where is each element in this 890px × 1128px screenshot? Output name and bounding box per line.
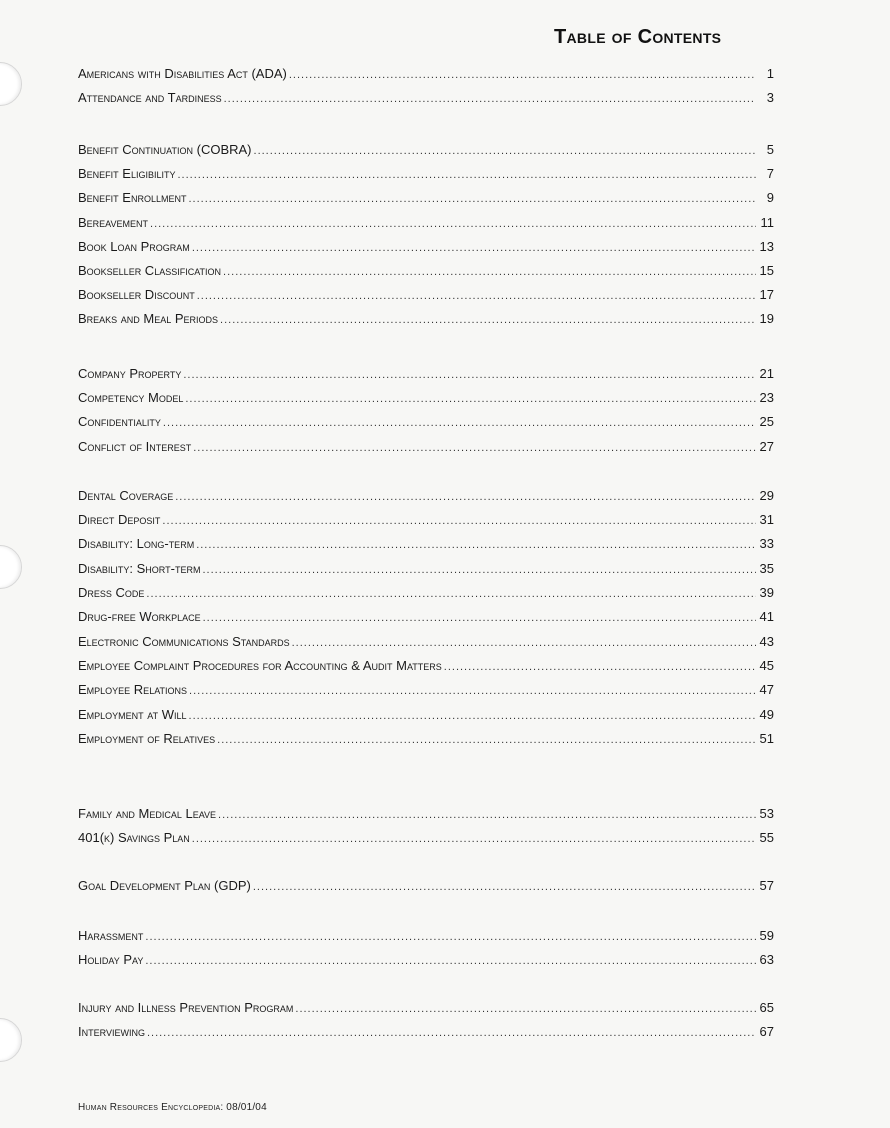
toc-group xyxy=(78,66,774,114)
dot-leader xyxy=(218,809,756,821)
toc-group xyxy=(78,928,774,976)
toc-entry-title: Competency Model xyxy=(78,390,184,406)
toc-entry-title: Dress Code xyxy=(78,584,145,600)
dot-leader xyxy=(217,734,756,746)
toc-group xyxy=(78,1000,774,1048)
toc-entry[interactable] xyxy=(78,512,774,536)
dot-leader xyxy=(150,218,756,230)
toc-entry[interactable] xyxy=(78,311,774,335)
toc-group xyxy=(78,634,774,755)
toc-entry[interactable] xyxy=(78,1024,774,1048)
toc-page-number: 41 xyxy=(759,608,774,624)
toc-group xyxy=(78,806,774,854)
toc-entry-title: Injury and Illness Prevention Program xyxy=(78,1000,294,1015)
toc-entry-title: Bookseller Discount xyxy=(78,287,195,303)
dot-leader xyxy=(183,369,756,381)
toc-page-number: 1 xyxy=(766,66,774,81)
page-title: Table of Contents xyxy=(554,26,722,48)
toc-page-number: 27 xyxy=(759,438,774,454)
toc-entry[interactable] xyxy=(78,731,774,755)
dot-leader xyxy=(220,314,756,326)
toc-entry-title: Book Loan Program xyxy=(78,238,190,254)
dot-leader xyxy=(224,93,756,105)
toc-entry-title: Bookseller Classification xyxy=(78,262,222,278)
dot-leader xyxy=(203,612,756,624)
toc-entry[interactable] xyxy=(78,536,774,560)
dot-leader xyxy=(189,685,756,697)
toc-page-number: 65 xyxy=(759,1000,774,1015)
toc-page-number: 49 xyxy=(759,706,774,722)
toc-entry[interactable] xyxy=(78,263,774,287)
toc-entry[interactable] xyxy=(78,366,774,390)
toc-entry-title: Interviewing xyxy=(78,1024,145,1040)
dot-leader xyxy=(162,515,756,527)
dot-leader xyxy=(185,393,756,405)
toc-entry-title: Direct Deposit xyxy=(78,512,161,528)
toc-entry[interactable] xyxy=(78,806,774,830)
page-footer: Human Resources Encyclopedia: 08/01/04 xyxy=(78,1102,267,1113)
dot-leader xyxy=(177,169,756,181)
toc-page-number: 59 xyxy=(759,928,774,943)
toc-page-number: 63 xyxy=(759,952,774,968)
toc-entry[interactable] xyxy=(78,634,774,658)
toc-entry-title: Benefit Eligibility xyxy=(78,166,176,182)
toc-entry-title: Company Property xyxy=(78,366,182,381)
toc-entry-title: Family and Medical Leave xyxy=(78,806,217,821)
toc-page-number: 51 xyxy=(759,730,774,746)
toc-page-number: 55 xyxy=(759,830,774,846)
dot-leader xyxy=(163,417,756,429)
toc-entry-title: Breaks and Meal Periods xyxy=(78,311,219,327)
toc-entry[interactable] xyxy=(78,1000,774,1024)
dot-leader xyxy=(192,833,756,845)
toc-entry-title: Harassment xyxy=(78,928,144,943)
toc-page-number: 47 xyxy=(759,682,774,698)
toc-page-number: 3 xyxy=(766,90,774,106)
toc-page-number: 15 xyxy=(759,262,774,278)
dot-leader xyxy=(202,564,756,576)
toc-entry-title: Attendance and Tardiness xyxy=(78,90,222,106)
toc-entry[interactable] xyxy=(78,90,774,114)
toc-group xyxy=(78,878,774,902)
toc-entry-title: Disability: Long-term xyxy=(78,536,195,552)
dot-leader xyxy=(223,266,756,278)
punch-hole-top xyxy=(0,62,22,106)
toc-entry-title: Conflict of Interest xyxy=(78,438,192,454)
dot-leader xyxy=(192,242,756,254)
toc-entry-title: Bereavement xyxy=(78,214,149,230)
toc-entry[interactable] xyxy=(78,707,774,731)
toc-entry[interactable] xyxy=(78,658,774,682)
toc-page-number: 13 xyxy=(759,238,774,254)
toc-entry[interactable] xyxy=(78,390,774,414)
toc-entry-title: Holiday Pay xyxy=(78,952,144,968)
dot-leader xyxy=(146,588,756,600)
toc-group xyxy=(78,142,774,336)
toc-page-number: 23 xyxy=(759,390,774,406)
toc-entry-title: Employee Complaint Procedures for Accounting & Audit Matters xyxy=(78,658,442,674)
toc-entry[interactable] xyxy=(78,142,774,166)
dot-leader xyxy=(254,145,756,157)
toc-page-number: 33 xyxy=(759,536,774,552)
punch-hole-middle xyxy=(0,545,22,589)
toc-page-number: 9 xyxy=(766,190,774,206)
dot-leader xyxy=(444,661,756,673)
toc-group xyxy=(78,366,774,463)
toc-entry[interactable] xyxy=(78,166,774,190)
toc-entry[interactable] xyxy=(78,682,774,706)
toc-page-number: 5 xyxy=(766,142,774,157)
toc-entry-title: Benefit Continuation (COBRA) xyxy=(78,142,252,157)
toc-entry-title: Confidentiality xyxy=(78,414,161,430)
toc-entry[interactable] xyxy=(78,287,774,311)
dot-leader xyxy=(145,955,756,967)
toc-page-number: 25 xyxy=(759,414,774,430)
toc-entry[interactable] xyxy=(78,414,774,438)
dot-leader xyxy=(189,710,756,722)
toc-entry[interactable] xyxy=(78,585,774,609)
toc-entry-title: Employee Relations xyxy=(78,682,188,698)
dot-leader xyxy=(253,881,756,893)
toc-entry[interactable] xyxy=(78,952,774,976)
toc-entry-title: 401(k) Savings Plan xyxy=(78,830,190,846)
toc-page-number: 67 xyxy=(759,1024,774,1040)
toc-entry-title: Americans with Disabilities Act (ADA) xyxy=(78,66,287,81)
toc-entry[interactable] xyxy=(78,928,774,952)
toc-page-number: 35 xyxy=(759,560,774,576)
toc-entry[interactable] xyxy=(78,561,774,585)
toc-entry-title: Electronic Communications Standards xyxy=(78,634,290,649)
toc-page-number: 43 xyxy=(759,634,774,649)
toc-entry-title: Goal Development Plan (GDP) xyxy=(78,878,251,893)
dot-leader xyxy=(197,290,756,302)
toc-page-number: 31 xyxy=(759,512,774,528)
dot-leader xyxy=(289,69,756,81)
toc-entry[interactable] xyxy=(78,830,774,854)
toc-page-number: 29 xyxy=(759,488,774,503)
toc-page-number: 21 xyxy=(759,366,774,381)
toc-entry-title: Dental Coverage xyxy=(78,488,174,503)
toc-entry[interactable] xyxy=(78,66,774,90)
toc-entry-title: Drug-free Workplace xyxy=(78,608,201,624)
dot-leader xyxy=(188,193,756,205)
dot-leader xyxy=(295,1003,756,1015)
dot-leader xyxy=(193,442,756,454)
toc-entry-title: Disability: Short-term xyxy=(78,560,201,576)
dot-leader xyxy=(175,491,756,503)
toc-page-number: 19 xyxy=(759,311,774,327)
dot-leader xyxy=(147,1027,756,1039)
toc-page-number: 17 xyxy=(759,287,774,303)
toc-entry[interactable] xyxy=(78,439,774,463)
toc-page-number: 11 xyxy=(760,214,774,230)
toc-entry[interactable] xyxy=(78,609,774,633)
punch-hole-bottom xyxy=(0,1018,22,1062)
toc-group xyxy=(78,488,774,633)
toc-entry[interactable] xyxy=(78,215,774,239)
toc-entry-title: Employment at Will xyxy=(78,706,187,722)
toc-entry-title: Employment of Relatives xyxy=(78,730,216,746)
toc-page-number: 39 xyxy=(759,584,774,600)
toc-entry-title: Benefit Enrollment xyxy=(78,190,187,206)
toc-page-number: 57 xyxy=(759,878,774,893)
dot-leader xyxy=(196,539,756,551)
toc-entry[interactable] xyxy=(78,190,774,214)
toc-page-number: 45 xyxy=(759,658,774,674)
toc-entry[interactable] xyxy=(78,239,774,263)
toc-page-number: 53 xyxy=(759,806,774,821)
toc-entry[interactable] xyxy=(78,878,774,902)
toc-page-number: 7 xyxy=(766,166,774,182)
dot-leader xyxy=(292,637,756,649)
toc-entry[interactable] xyxy=(78,488,774,512)
dot-leader xyxy=(145,931,756,943)
